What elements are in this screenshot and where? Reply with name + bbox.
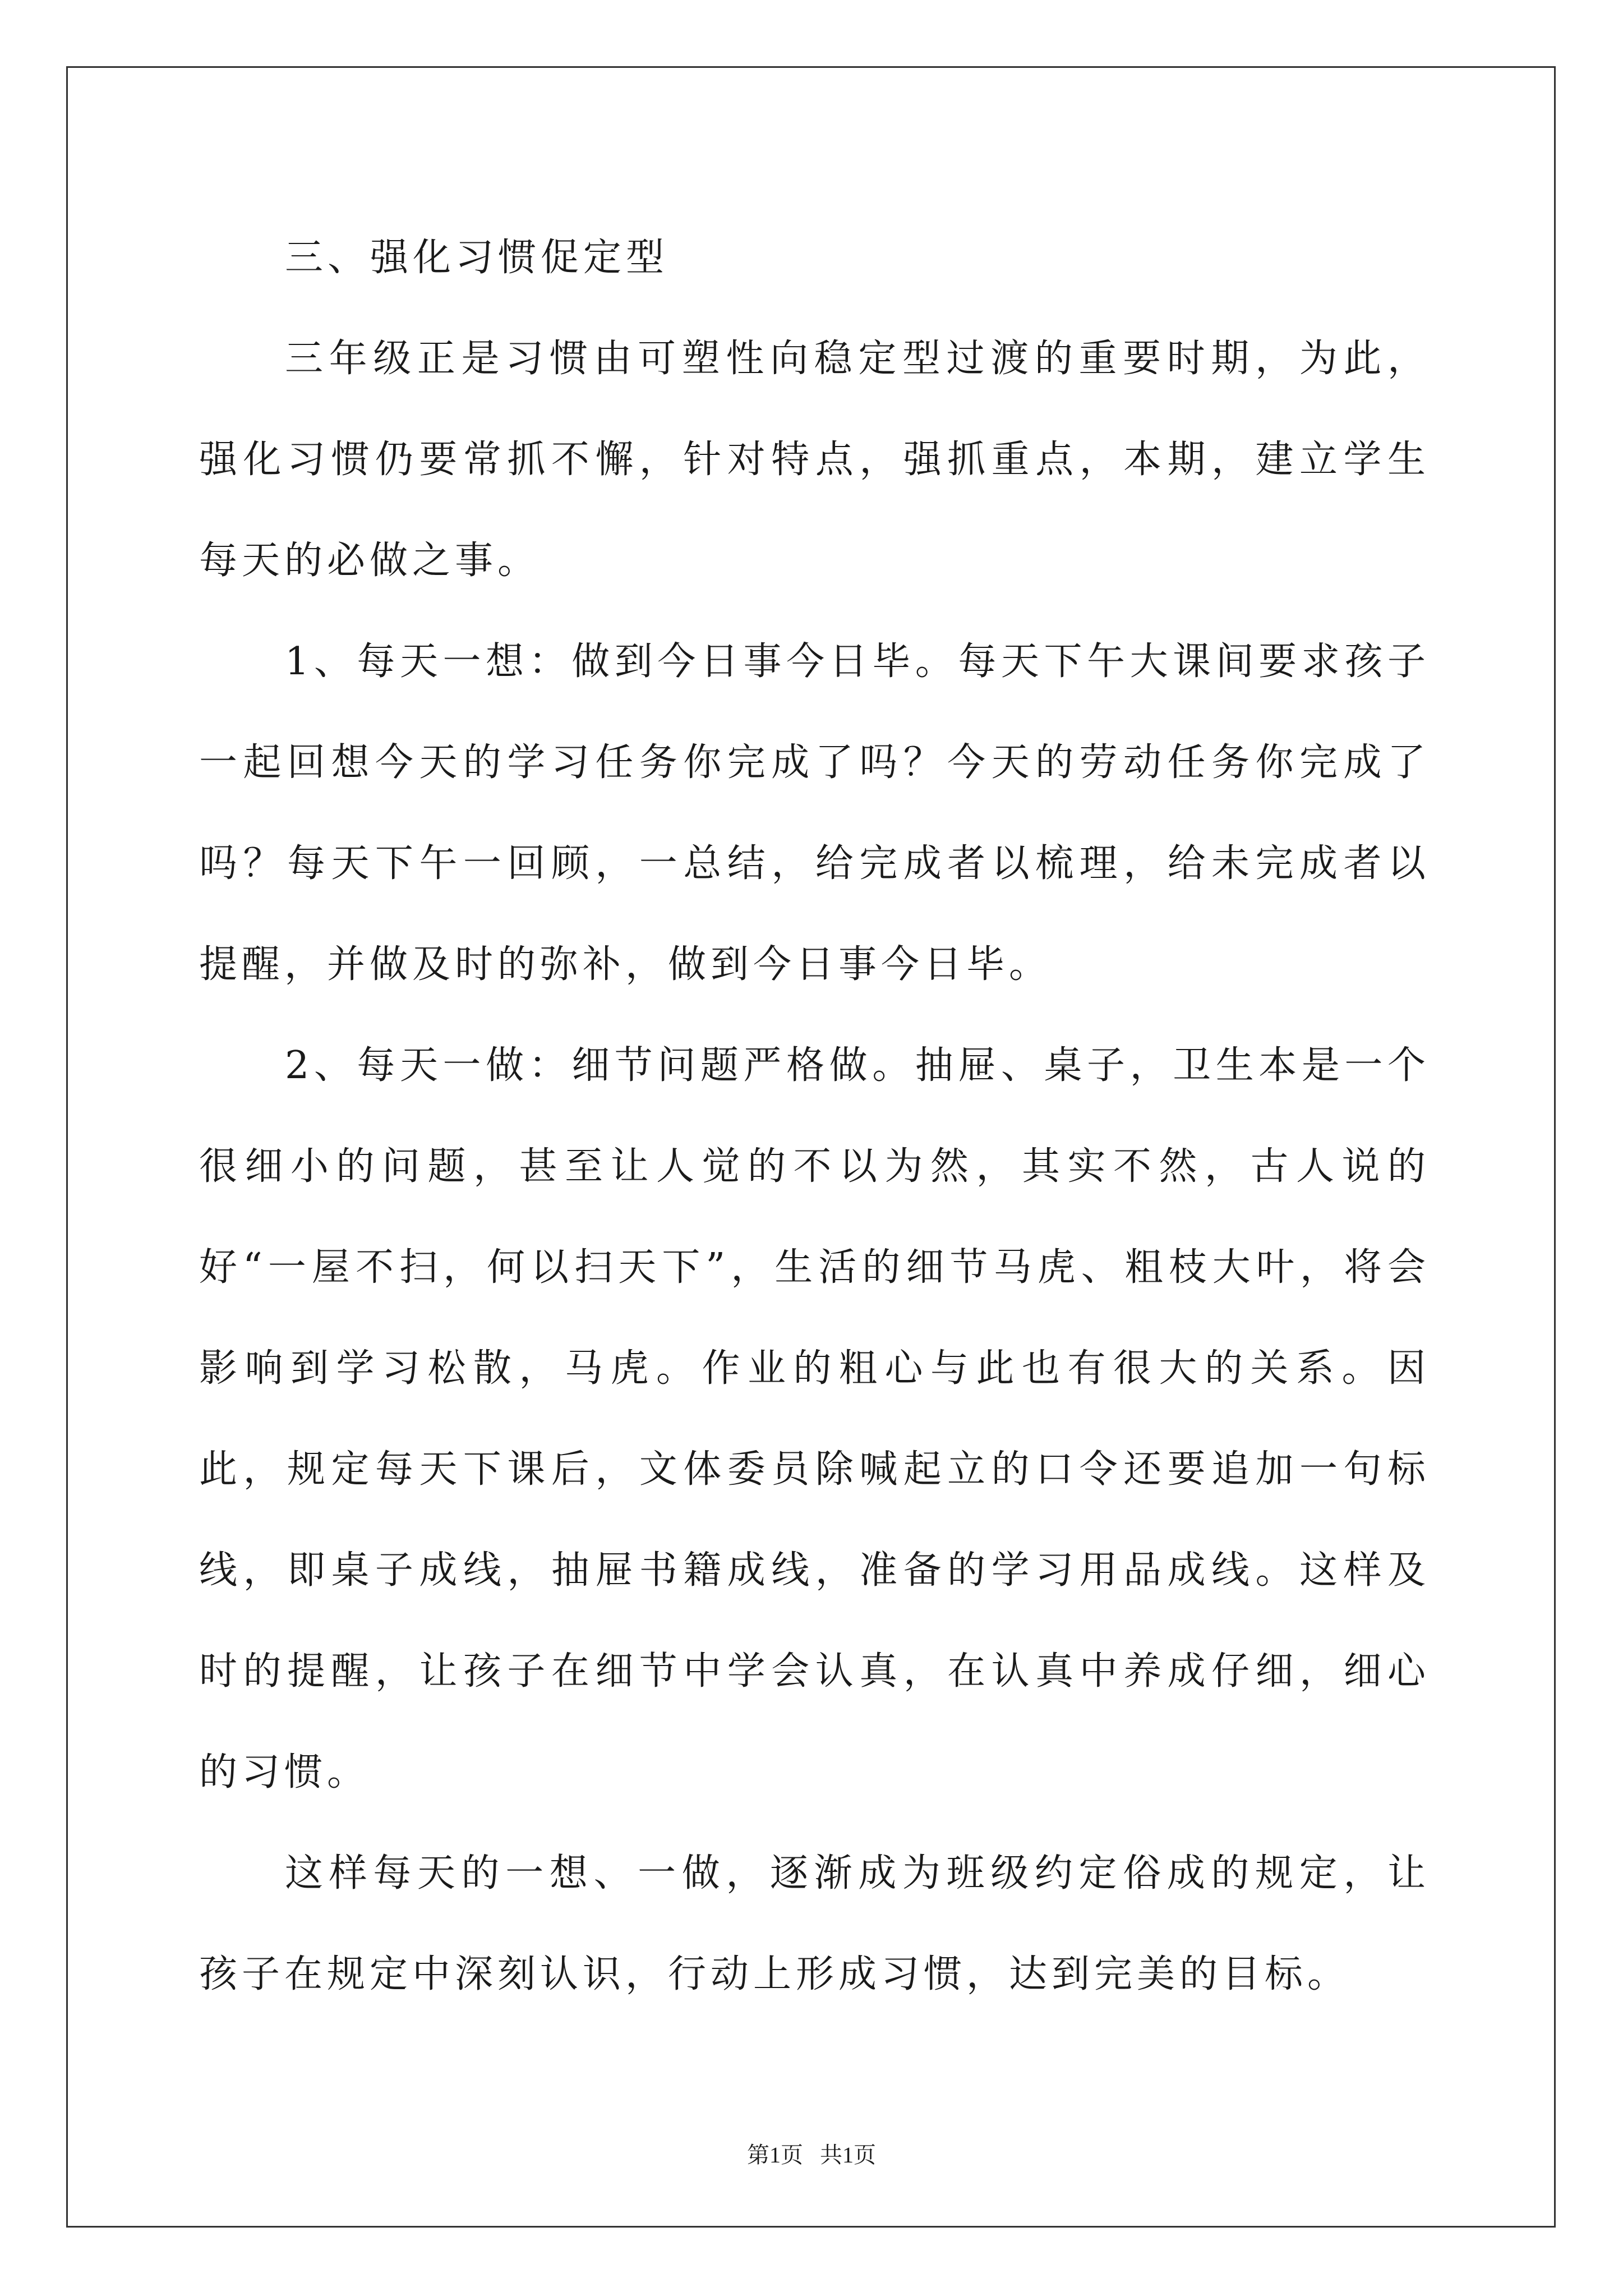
paragraph-intro: 三年级正是习惯由可塑性向稳定型过渡的重要时期，为此，强化习惯仍要常抓不懈，针对特点，强抓重点，本期，建立学生每天的必做之事。 bbox=[199, 337, 1430, 583]
document-body bbox=[199, 208, 1430, 2025]
paragraph-conclusion: 这样每天的一想、一做，逐渐成为班级约定俗成的规定，让孩子在规定中深刻认识，行动上形成习惯，达到完美的目标。 bbox=[199, 1851, 1430, 1996]
section-heading: 三、强化习惯促定型 bbox=[285, 236, 669, 280]
paragraph-item-1: 1、每天一想：做到今日事今日毕。每天下午大课间要求孩子一起回想今天的学习任务你完成了吗？今天的劳动任务你完成了吗？每天下午一回顾，一总结，给完成者以梳理，给未完成者以提醒，并做及时的弥补，做到今日事今日毕。 bbox=[199, 639, 1430, 987]
page-footer: 第1页 共1页 bbox=[747, 2142, 876, 2168]
paragraph-item-2: 2、每天一做：细节问题严格做。抽屉、桌子，卫生本是一个很细小的问题，甚至让人觉的不以为然，其实不然，古人说的好“一屋不扫，何以扫天下”，生活的细节马虎、粗枝大叶，将会影响到学习松散，马虎。作业的粗心与此也有很大的关系。因此，规定每天下课后，文体委员除喊起立的口令还要追加一句标线，即桌子成线，抽屉书籍成线，准备的学习用品成线。这样及时的提醒，让孩子在细节中学会认真，在认真中养成仔细，细心的习惯。 bbox=[199, 1043, 1430, 1795]
